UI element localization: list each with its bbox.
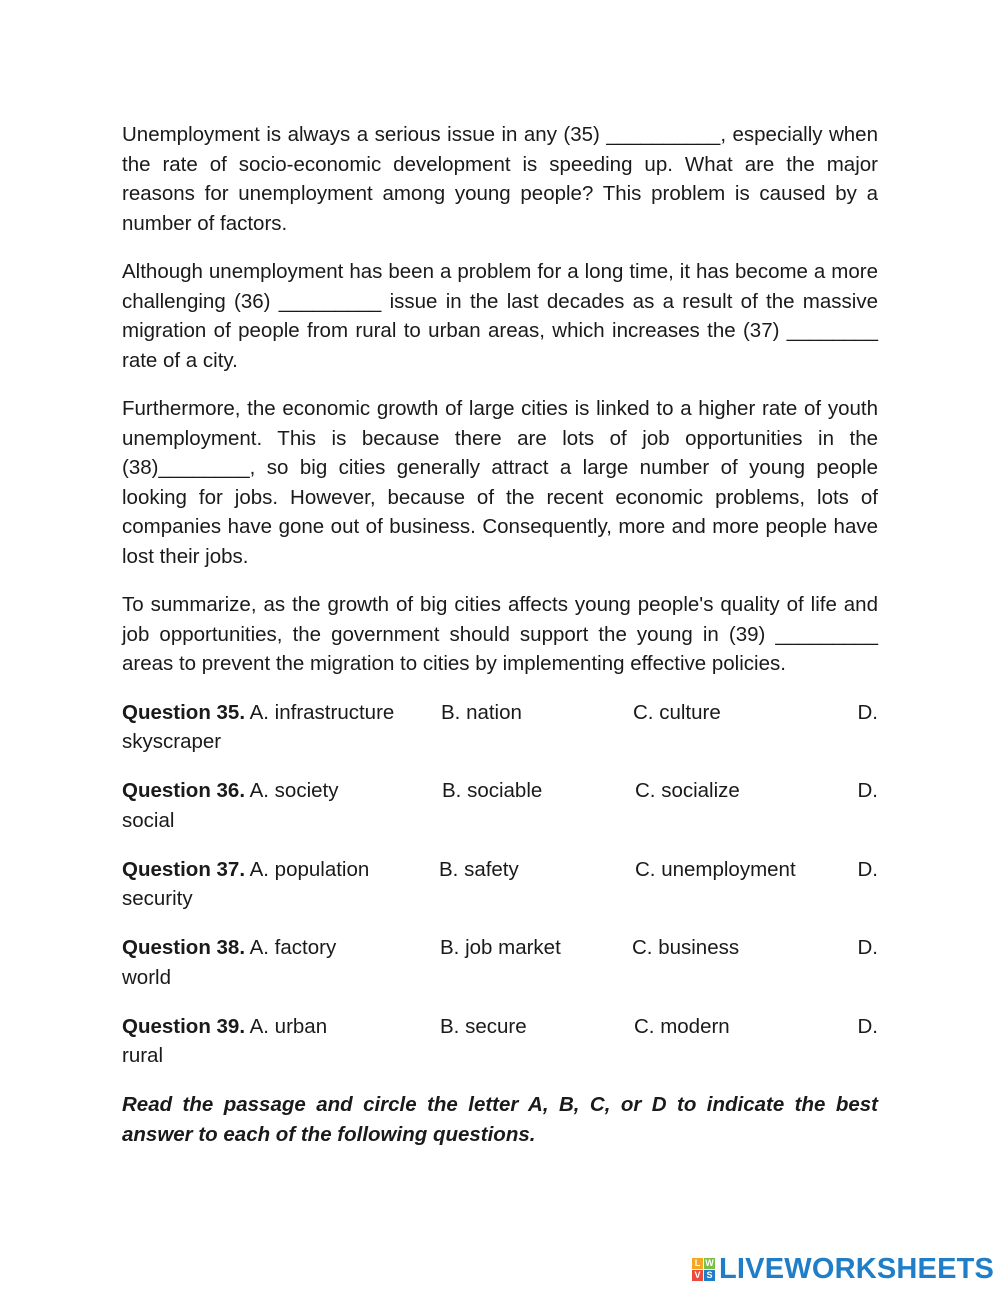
option-d-text[interactable]: security <box>122 887 193 911</box>
question-39 <box>122 1012 878 1071</box>
option-a[interactable]: A. infrastructure <box>249 700 395 724</box>
question-37 <box>122 855 878 914</box>
option-d[interactable]: D. <box>857 1014 878 1038</box>
passage-paragraph-1: Unemployment is always a serious issue in any (35) __________, especially when the rate of socio-economic development is speeding up. What are the major reasons for unemployment among young people? This problem is caused by a number of factors. <box>122 123 878 235</box>
question-35 <box>122 698 878 757</box>
question-36 <box>122 776 878 835</box>
passage-paragraph-3: Furthermore, the economic growth of large cities is linked to a higher rate of youth unemployment. This is because there are lots of job opportunities in the (38)________, so big cities generally attract a large number of young people looking for jobs. However, because of the recent economic problems, lots of companies have gone out of business. Consequently, more and more people have lost their jobs. <box>122 397 878 568</box>
logo-tile-l: L <box>692 1258 703 1269</box>
option-c[interactable]: C. business <box>632 936 740 960</box>
option-d[interactable]: D. <box>857 936 878 960</box>
question-label: Question 35. <box>122 700 246 724</box>
passage-paragraph-4: To summarize, as the growth of big cities affects young people's quality of life and job opportunities, the government should support the young in (39) _________ areas to prevent the migration to cities by implementing effective policies. <box>122 593 878 675</box>
liveworksheets-logo <box>692 1254 994 1284</box>
option-b[interactable]: B. job market <box>440 936 561 960</box>
liveworksheets-logo-icon <box>692 1258 715 1281</box>
logo-tile-w: W <box>705 1257 714 1268</box>
liveworksheets-logo-text: LIVEWORKSHEETS <box>719 1252 995 1285</box>
question-label: Question 39. <box>122 1014 246 1038</box>
option-d[interactable]: D. <box>857 857 878 881</box>
option-d[interactable]: D. <box>857 779 878 803</box>
logo-tile-s: S <box>704 1270 715 1281</box>
option-a[interactable]: A. population <box>249 857 370 881</box>
option-c[interactable]: C. culture <box>633 700 721 724</box>
question-label: Question 36. <box>122 779 246 803</box>
option-c[interactable]: C. modern <box>634 1014 730 1038</box>
option-b[interactable]: B. nation <box>441 700 522 724</box>
option-c[interactable]: C. socialize <box>635 779 740 803</box>
option-d[interactable]: D. <box>857 700 878 724</box>
option-d-text[interactable]: skyscraper <box>122 730 222 753</box>
instruction-text: Read the passage and circle the letter A, B, C, or D to indicate the best answer to each of the following questions. <box>122 1093 878 1146</box>
logo-tile-v: V <box>692 1270 703 1281</box>
option-a[interactable]: A. society <box>249 779 339 803</box>
option-a[interactable]: A. factory <box>249 936 337 960</box>
passage-paragraph-2: Although unemployment has been a problem for a long time, it has become a more challenging (36) _________ issue in the last decades as a result of the massive migration of people from rural to urban areas, which increases the (37) ________ rate of a city. <box>122 260 878 372</box>
option-b[interactable]: B. secure <box>440 1014 527 1038</box>
question-label: Question 38. <box>122 936 246 960</box>
option-a[interactable]: A. urban <box>249 1014 328 1038</box>
worksheet-page <box>122 120 878 1149</box>
question-38 <box>122 933 878 992</box>
option-d-text[interactable]: rural <box>122 1044 164 1068</box>
option-d-text[interactable]: social <box>122 808 175 832</box>
question-label: Question 37. <box>122 857 246 881</box>
option-b[interactable]: B. safety <box>439 857 519 881</box>
option-c[interactable]: C. unemployment <box>635 857 796 881</box>
option-b[interactable]: B. sociable <box>442 779 543 803</box>
option-d-text[interactable]: world <box>122 965 171 989</box>
